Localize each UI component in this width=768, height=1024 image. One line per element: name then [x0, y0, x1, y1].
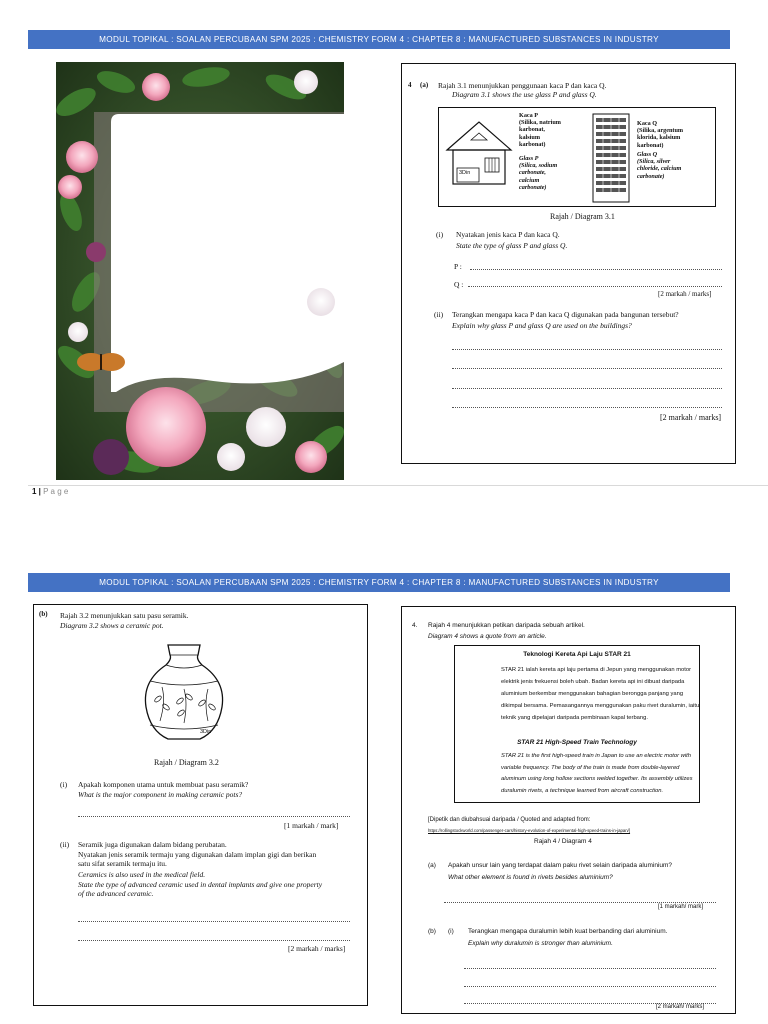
question-4-article-panel [401, 606, 736, 1014]
sub-a-malay: Apakah unsur lain yang terdapat dalam paku rivet selain daripada aluminium? [448, 862, 673, 869]
sub-a-english: What other element is found in rivets besides aluminium? [448, 874, 613, 881]
sub-ii-marks: [2 markah / marks] [660, 413, 722, 422]
answer-line[interactable] [452, 368, 722, 369]
answer-line[interactable] [464, 986, 716, 987]
sub-b-i-english: Explain why duralumin is stronger than aluminium. [468, 940, 613, 947]
intro-english: Diagram 3.2 shows a ceramic pot. [60, 621, 164, 630]
sub-ii-marks: [2 markah / marks] [288, 944, 346, 953]
ceramic-pot-illustration [136, 641, 232, 745]
sub-i-malay: Nyatakan jenis kaca P dan kaca Q. [456, 230, 560, 239]
answer-line[interactable] [452, 388, 722, 389]
answer-q-label: Q : [454, 280, 464, 289]
answer-line[interactable] [78, 921, 350, 922]
answer-line[interactable] [452, 349, 722, 350]
sub-b-label: (b) [428, 928, 436, 935]
sub-a-label: (a) [428, 862, 436, 869]
answer-line[interactable] [78, 816, 350, 817]
source-url-link[interactable]: https://rollingstockworld.com/passenger-cars/history-evolution-of-experimental-high-speed-trains-in-japan/] [428, 828, 631, 833]
sub-i-marks: [2 markah / marks] [658, 290, 712, 298]
sub-i-label: (i) [436, 230, 444, 239]
sub-i-marks: [1 markah / mark] [284, 821, 339, 830]
diagram-3-1 [438, 107, 716, 207]
diagram-3-2-caption: Rajah / Diagram 3.2 [154, 758, 219, 767]
sub-b-marks: [2 markah/ marks] [656, 1004, 705, 1010]
answer-p-label: P : [454, 262, 462, 271]
intro-malay: Rajah 4 menunjukkan petikan daripada sebuah artikel. [428, 622, 585, 629]
answer-q-line[interactable] [468, 286, 722, 287]
sub-i-label: (i) [60, 780, 68, 789]
question-part-label: (b) [39, 610, 48, 618]
sub-i-malay: Apakah komponen utama untuk membuat pasu seramik? [78, 780, 249, 789]
question-4a-panel [401, 63, 736, 464]
intro-english: Diagram 3.1 shows the use glass P and glass Q. [452, 90, 597, 99]
sub-ii-label: (ii) [434, 310, 444, 319]
kaca-p-label: Kaca P (Silika, natrium karbonat, kalsium karbonat) [519, 112, 561, 148]
sub-b-i-malay: Terangkan mengapa duralumin lebih kuat berbanding dari aluminium. [468, 928, 668, 935]
question-number: 4 [408, 81, 412, 89]
pot-label: 3Din [200, 729, 212, 735]
sub-i-english: What is the major component in making ceramic pots? [78, 790, 243, 799]
article-body-malay: STAR 21 ialah kereta api laju pertama di Jepun yang menggunakan motor elektrik jenis frekuensi boleh ubah. Badan kereta api ini dibuat daripada aluminium berkembar menggunakan bahagian berongga panjang yang dikimpal bersama. Pemasangannya menggunakan paku rivet duralumin, iaitu teknik yang dipelajari daripada pembinaan kapal terbang. [501, 667, 700, 721]
glass-p-label: Glass P (Silica, sodium carbonate, calcium carbonate) [519, 155, 558, 191]
sub-ii-english: Ceramics is also used in the medical field. State the type of advanced ceramic used in dental implants and give one property of the advanced ceramic. [78, 870, 323, 899]
floral-frame-image [56, 62, 344, 480]
header-banner-page-2: MODUL TOPIKAL : SOALAN PERCUBAAN SPM 2025 : CHEMISTRY FORM 4 : CHAPTER 8 : MANUFACTURED SUBSTANCES IN INDUSTRY [28, 573, 730, 592]
diagram-3-1-caption: Rajah / Diagram 3.1 [550, 212, 615, 221]
sub-a-marks: [1 markah/ mark] [658, 904, 704, 910]
sub-b-i-label: (i) [448, 928, 454, 935]
article-title-malay: Teknologi Kereta Api Laju STAR 21 [523, 651, 631, 658]
intro-malay: Rajah 3.2 menunjukkan satu pasu seramik. [60, 611, 189, 620]
glass-q-label: Glass Q (Silica, silver chloride, calcium carbonate) [637, 151, 682, 180]
article-box [454, 645, 700, 803]
question-number: 4. [412, 622, 418, 629]
sub-ii-english: Explain why glass P and glass Q are used on the buildings? [452, 321, 632, 330]
house-illustration [443, 116, 515, 188]
sub-ii-malay: Seramik juga digunakan dalam bidang perubatan. Nyatakan jenis seramik termaju yang digunakan dalam implan gigi dan berikan satu sifat seramik termaju itu. [78, 840, 317, 869]
answer-line[interactable] [444, 902, 716, 903]
question-part-label: (a) [420, 81, 429, 89]
article-title-english: STAR 21 High-Speed Train Technology [517, 739, 637, 746]
diagram-4-caption: Rajah 4 / Diagram 4 [534, 838, 592, 845]
sub-ii-malay: Terangkan mengapa kaca P dan kaca Q digunakan pada bangunan tersebut? [452, 310, 679, 319]
intro-english: Diagram 4 shows a quote from an article. [428, 633, 547, 640]
sub-i-english: State the type of glass P and glass Q. [456, 241, 568, 250]
page-separator [28, 485, 768, 486]
question-4b-panel [33, 604, 368, 1006]
intro-malay: Rajah 3.1 menunjukkan penggunaan kaca P dan kaca Q. [438, 81, 607, 90]
source-label: [Dipetik dan diubahsuai daripada / Quoted and adapted from: [428, 817, 591, 823]
answer-line[interactable] [452, 407, 722, 408]
kaca-q-label: Kaca Q (Silika, argentum klorida, kalsium karbonat) [637, 120, 684, 149]
answer-line[interactable] [464, 968, 716, 969]
answer-p-line[interactable] [470, 269, 722, 270]
floral-frame-art [56, 62, 344, 480]
answer-line[interactable] [78, 940, 350, 941]
page-number: 1 | P a g e [32, 487, 69, 496]
article-body-english: STAR 21 is the first high-speed train in Japan to use an electric motor with variable frequency. The body of the train is made from double-layered aluminum using long hollow sections welded together. Its assembly utilizes duralumin rivets, a technique learned from aircraft construction. [501, 753, 693, 794]
header-banner: MODUL TOPIKAL : SOALAN PERCUBAAN SPM 2025 : CHEMISTRY FORM 4 : CHAPTER 8 : MANUFACTURED SUBSTANCES IN INDUSTRY [28, 30, 730, 49]
sub-ii-label: (ii) [60, 840, 70, 849]
house-door-label: 3Din [459, 170, 471, 176]
skyscraper-illustration [589, 112, 633, 204]
